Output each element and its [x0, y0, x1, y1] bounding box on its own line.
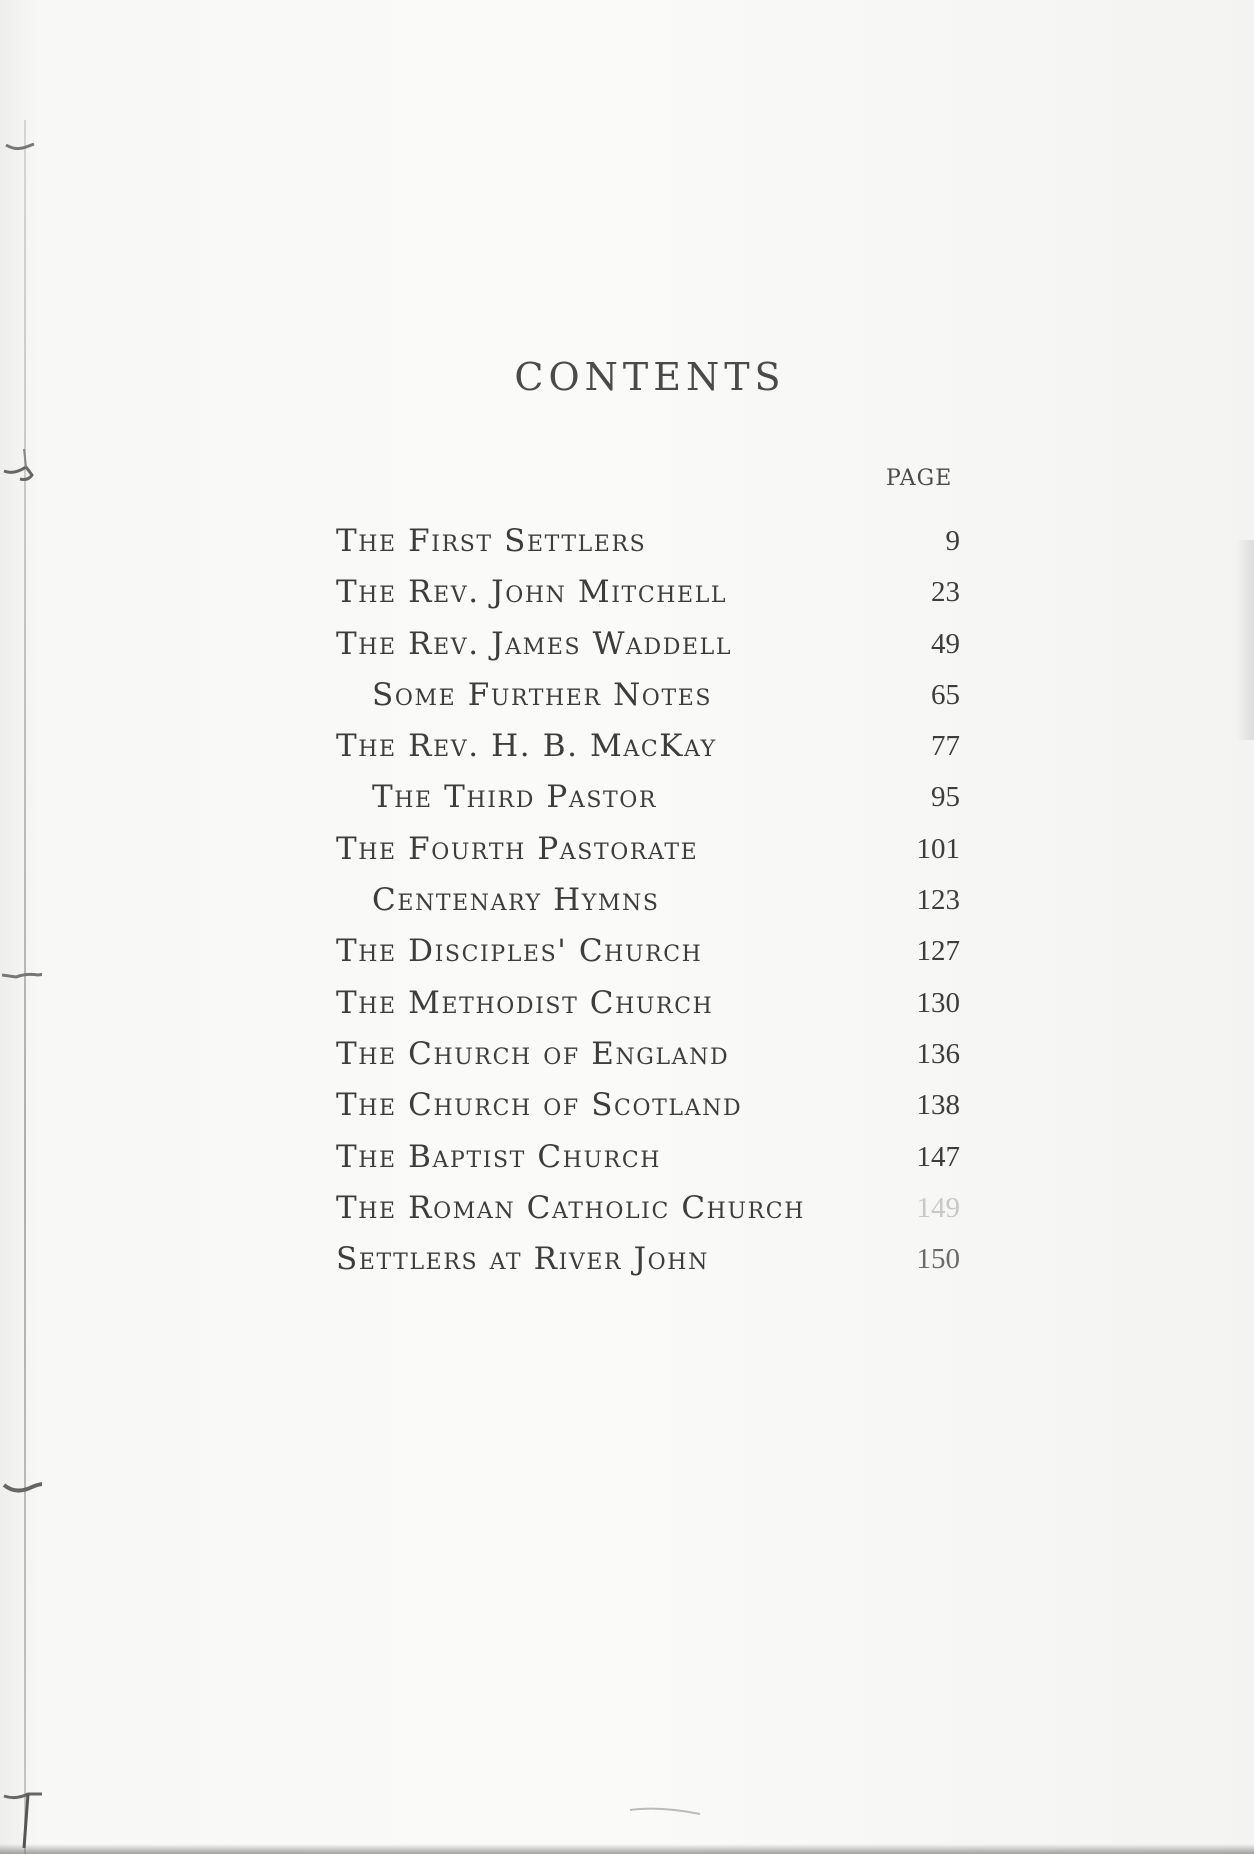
toc-entry	[336, 1234, 976, 1285]
toc-entry	[336, 721, 976, 772]
page-column-label: PAGE	[886, 466, 953, 491]
toc-entry-page-number: 149	[916, 1191, 960, 1224]
toc-entry	[336, 1029, 976, 1080]
toc-entry	[336, 1080, 976, 1131]
toc-entry-title: The First Settlers	[336, 523, 647, 559]
toc-entry-page-number: 49	[931, 627, 960, 660]
toc-entry-page-number: 95	[931, 781, 960, 814]
toc-entry-title: The Methodist Church	[336, 984, 714, 1021]
table-of-contents	[336, 516, 976, 1285]
toc-entry-title: Centenary Hymns	[372, 882, 660, 919]
binding-stitch-mark	[2, 1790, 42, 1850]
page-bottom-edge	[0, 1844, 1254, 1854]
toc-entry-page-number: 136	[916, 1037, 960, 1070]
toc-entry	[336, 1132, 976, 1183]
toc-entry	[336, 926, 976, 977]
toc-entry	[336, 567, 976, 618]
page-blemish	[630, 1806, 710, 1816]
toc-entry	[336, 1183, 976, 1234]
toc-entry-page-number: 65	[931, 678, 960, 711]
toc-entry	[336, 772, 976, 823]
toc-entry	[336, 670, 976, 721]
toc-entry-page-number: 130	[916, 986, 960, 1019]
toc-entry-title: The Baptist Church	[336, 1138, 662, 1175]
binding-stitch-mark	[2, 1475, 42, 1501]
toc-entry	[336, 978, 976, 1029]
toc-entry-title: The Church of England	[336, 1035, 730, 1072]
page-edge-shadow	[1236, 540, 1254, 740]
toc-entry-page-number: 150	[916, 1243, 960, 1276]
toc-entry-title: The Third Pastor	[372, 779, 658, 816]
toc-entry-title: The Fourth Pastorate	[336, 830, 699, 867]
binding-stitch-mark	[2, 135, 42, 155]
toc-entry	[336, 875, 976, 926]
toc-entry-page-number: 101	[916, 832, 960, 865]
binding-stitch-mark	[2, 965, 42, 985]
toc-entry-page-number: 138	[916, 1089, 960, 1122]
toc-entry	[336, 619, 976, 670]
binding-stitch-mark	[2, 445, 42, 485]
toc-entry-page-number: 147	[916, 1140, 960, 1173]
toc-entry-title: The Rev. James Waddell	[336, 625, 733, 662]
toc-entry-title: The Rev. H. B. MacKay	[336, 728, 717, 765]
toc-entry-title: The Roman Catholic Church	[336, 1189, 805, 1226]
toc-entry-title: Some Further Notes	[372, 676, 713, 713]
toc-entry-page-number: 127	[916, 935, 960, 968]
toc-entry	[336, 516, 976, 567]
page-title: CONTENTS	[514, 355, 786, 399]
toc-entry-page-number: 77	[931, 730, 960, 763]
toc-entry-title: Settlers at River John	[336, 1241, 709, 1278]
toc-entry-title: The Rev. John Mitchell	[336, 574, 728, 611]
toc-entry-page-number: 123	[916, 884, 960, 917]
toc-entry-title: The Church of Scotland	[336, 1087, 743, 1124]
toc-entry	[336, 824, 976, 875]
toc-entry-title: The Disciples' Church	[336, 933, 703, 970]
toc-entry-page-number: 9	[945, 525, 960, 557]
toc-entry-page-number: 23	[931, 576, 960, 609]
